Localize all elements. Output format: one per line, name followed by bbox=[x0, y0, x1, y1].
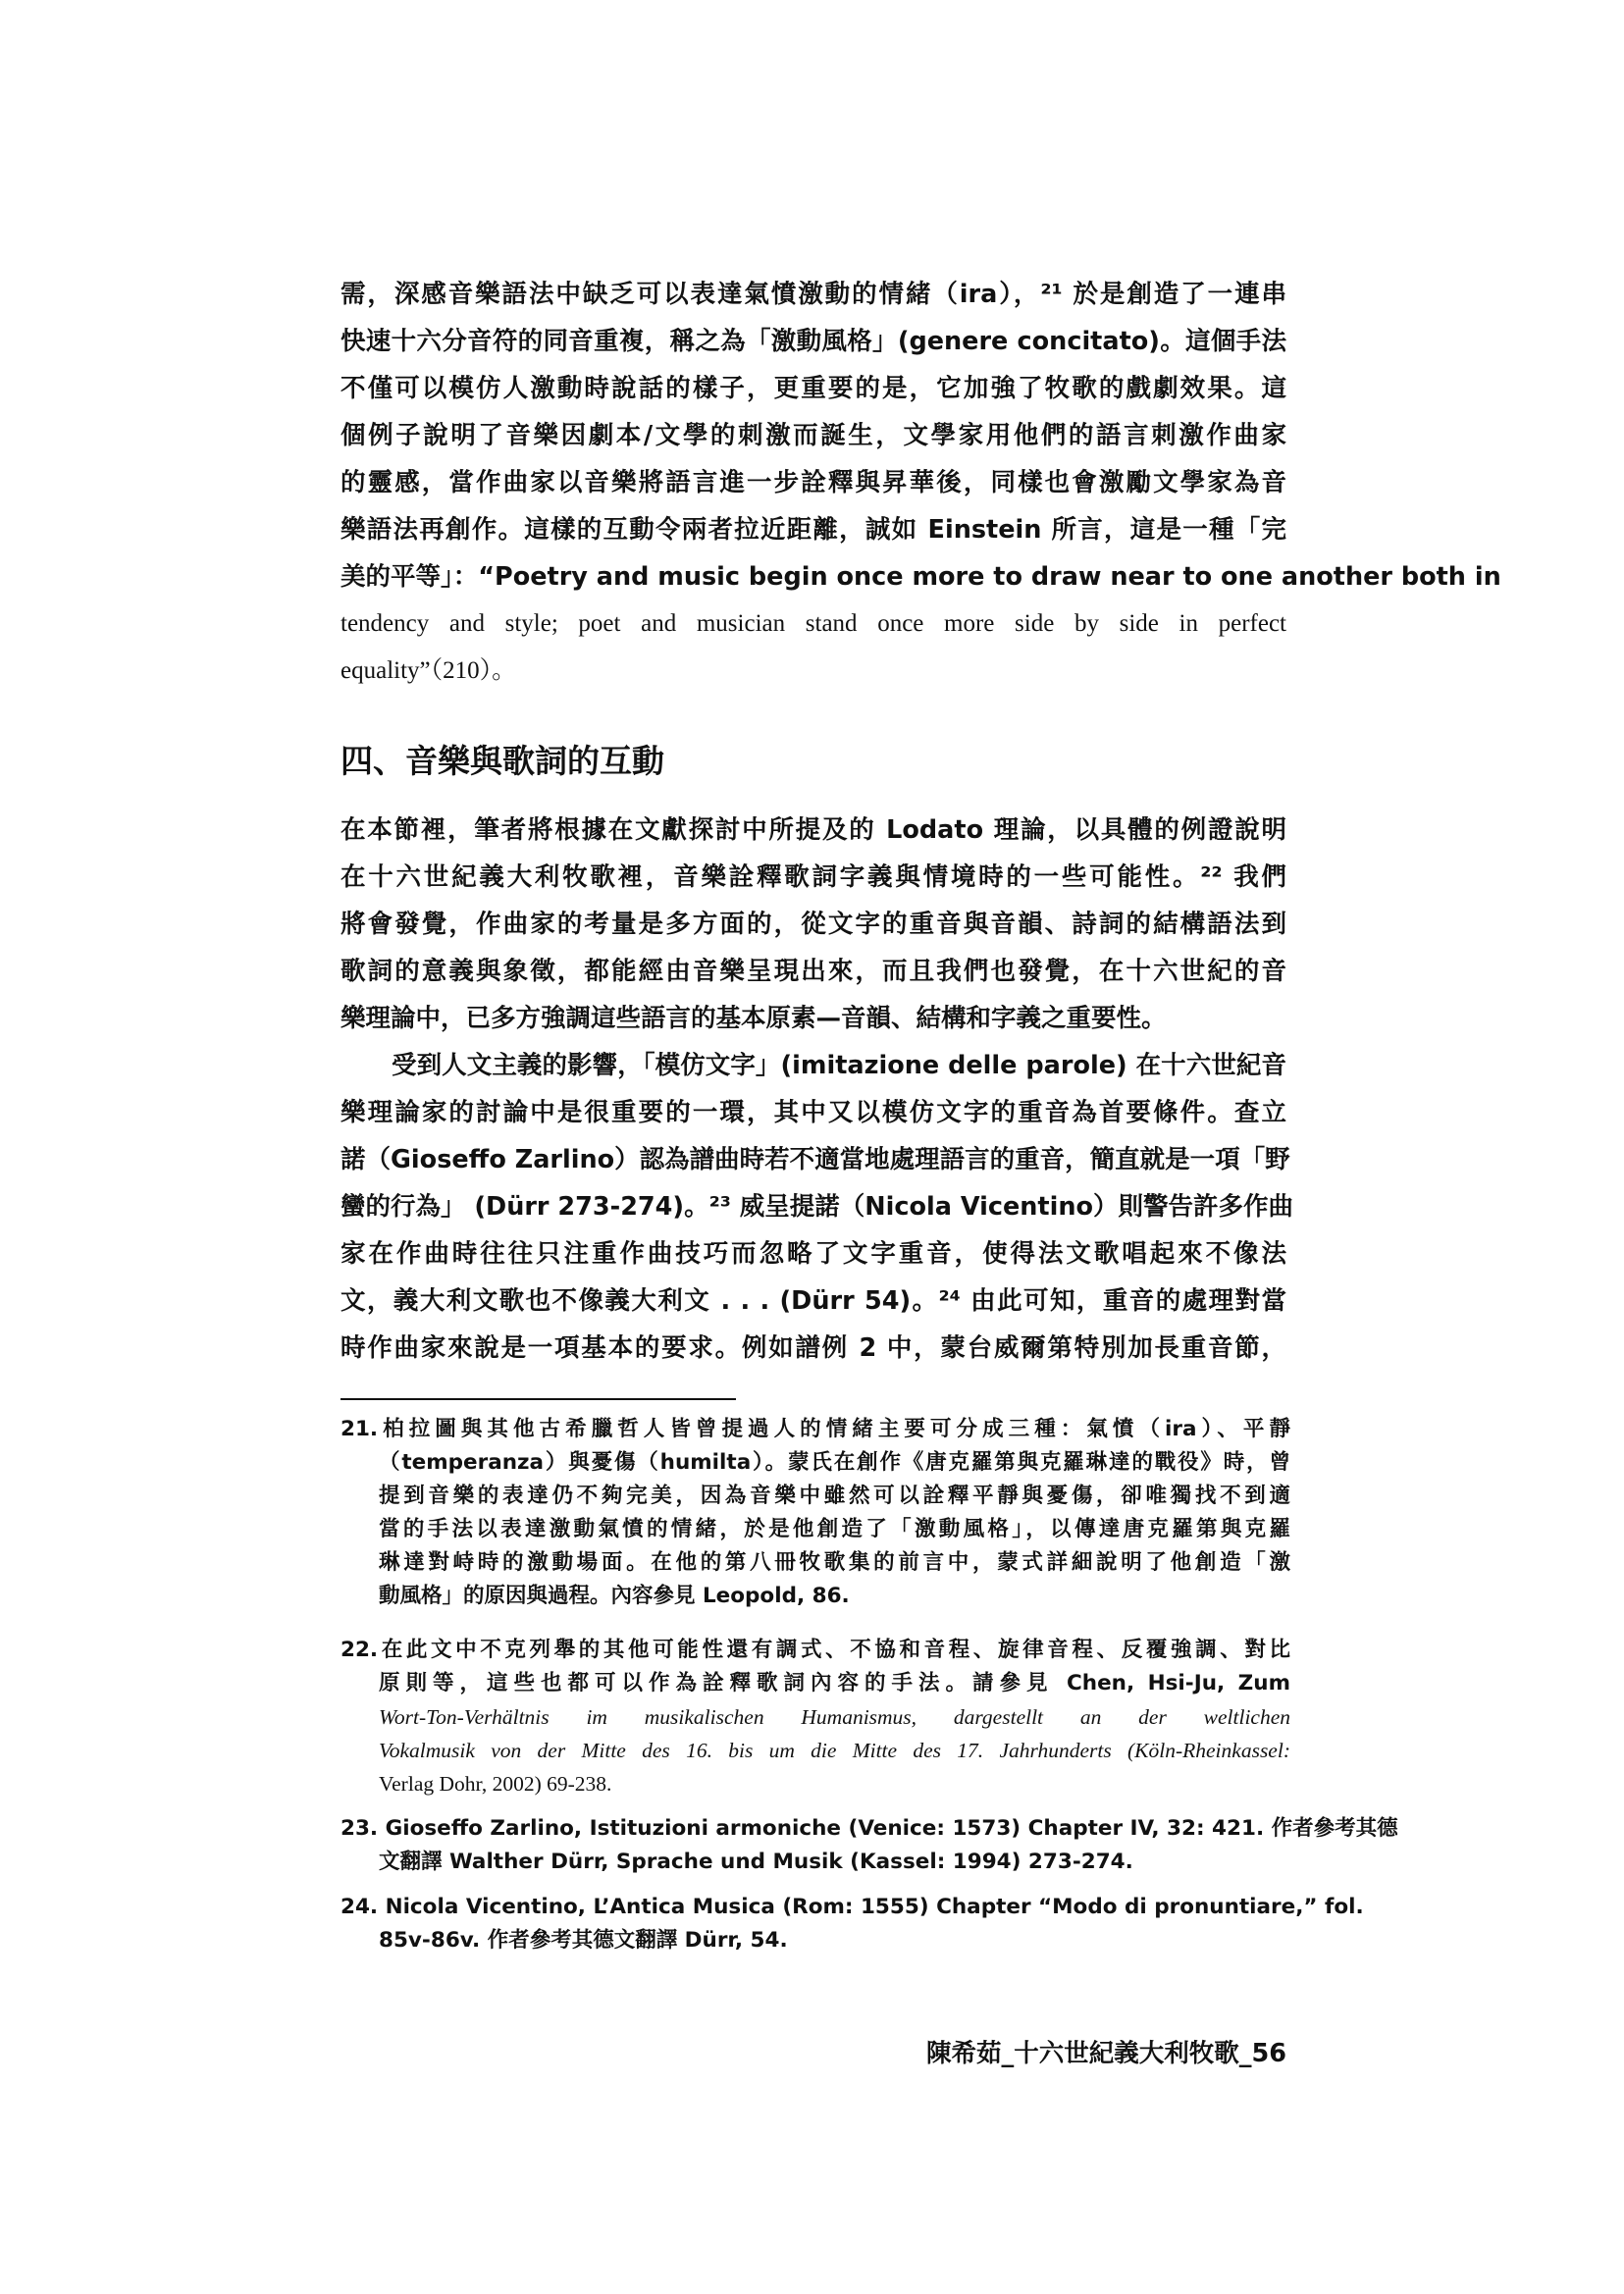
section-heading: 四、音樂與歌詞的互動 bbox=[341, 742, 664, 780]
footnote-23 bbox=[341, 1812, 1398, 1879]
text-line: 文，義大利文歌也不像義大利文 . . . (Dürr 54)。²⁴ 由此可知，重音的處理對當 bbox=[341, 1286, 1286, 1316]
text-line: 樂理論中，已多方強調這些語言的基本原素—音韻、結構和字義之重要性。 bbox=[341, 1004, 1167, 1033]
text-line: 將會發覺，作曲家的考量是多方面的，從文字的重音與音韻、詩詞的結構語法到 bbox=[341, 910, 1286, 939]
text-line: equality”（210）。 bbox=[341, 657, 517, 684]
paragraph-continuation bbox=[341, 271, 1501, 695]
text-line: 蠻的行為」 (Dürr 273-274)。²³ 威呈提諾（Nicola Vicentino）則警告許多作曲 bbox=[341, 1192, 1294, 1222]
footnote-line: 動風格」的原因與過程。內容參見 Leopold, 86. bbox=[379, 1584, 850, 1608]
footnote-21 bbox=[341, 1413, 1290, 1613]
text-line: 樂理論家的討論中是很重要的一環，其中又以模仿文字的重音為首要條件。查立 bbox=[341, 1098, 1286, 1127]
text-line: 諾（Gioseffo Zarlino）認為譜曲時若不適當地處理語言的重音，簡直就是一項「野 bbox=[341, 1145, 1290, 1174]
text-line: 美的平等」：“Poetry and music begin once more to draw near to one another both in bbox=[341, 562, 1501, 592]
text-line: 時作曲家來說是一項基本的要求。例如譜例 2 中，蒙台威爾第特別加長重音節， bbox=[341, 1333, 1286, 1363]
text-line: 需，深感音樂語法中缺乏可以表達氣憤激動的情緒（ira），²¹ 於是創造了一連串 bbox=[341, 280, 1286, 309]
text-line: 的靈感，當作曲家以音樂將語言進一步詮釋與昇華後，同樣也會激勵文學家為音 bbox=[341, 468, 1286, 497]
footnote-line: 21.柏拉圖與其他古希臘哲人皆曾提過人的情緒主要可分成三種：氣憤（ira）、平靜 bbox=[341, 1417, 1290, 1441]
footnote-line: 當的手法以表達激動氣憤的情緒，於是他創造了「激動風格」，以傳達唐克羅第與克羅 bbox=[379, 1517, 1290, 1541]
text-line: 不僅可以模仿人激動時說話的樣子，更重要的是，它加強了牧歌的戲劇效果。這 bbox=[341, 374, 1286, 403]
footnote-22 bbox=[341, 1634, 1290, 1800]
footnote-line: 22.在此文中不克列舉的其他可能性還有調式、不協和音程、旋律音程、反覆強調、對比 bbox=[341, 1638, 1290, 1662]
footnote-line: Wort-Ton-Verhältnis im musikalischen Humanismus, dargestellt an der weltlichen bbox=[379, 1705, 1290, 1729]
footnote-line: 文翻譯 Walther Dürr, Sprache und Musik (Kassel: 1994) 273-274. bbox=[379, 1850, 1133, 1874]
paragraph-intro bbox=[341, 807, 1286, 1042]
footnote-separator bbox=[341, 1398, 736, 1400]
footnote-line: 原則等，這些也都可以作為詮釋歌詞內容的手法。請參見 Chen, Hsi-Ju, Zum bbox=[379, 1671, 1290, 1695]
text-line: 在十六世紀義大利牧歌裡，音樂詮釋歌詞字義與情境時的一些可能性。²² 我們 bbox=[341, 862, 1286, 892]
text-line: 在本節裡，筆者將根據在文獻探討中所提及的 Lodato 理論，以具體的例證說明 bbox=[341, 815, 1286, 845]
text-line: 個例子說明了音樂因劇本/文學的刺激而誕生，文學家用他們的語言刺激作曲家 bbox=[341, 421, 1286, 450]
page-footer: 陳希茹_十六世紀義大利牧歌_56 bbox=[926, 2039, 1286, 2068]
text-line: 家在作曲時往往只注重作曲技巧而忽略了文字重音，使得法文歌唱起來不像法 bbox=[341, 1239, 1286, 1269]
footnote-line: 提到音樂的表達仍不夠完美，因為音樂中雖然可以詮釋平靜與憂傷，卻唯獨找不到適 bbox=[379, 1484, 1290, 1508]
footnote-line: Verlag Dohr, 2002) 69-238. bbox=[379, 1772, 612, 1796]
paragraph-imitation bbox=[341, 1042, 1294, 1372]
footnote-line: 琳達對峙時的激動場面。在他的第八冊牧歌集的前言中，蒙式詳細說明了他創造「激 bbox=[379, 1550, 1290, 1575]
text-line: 樂語法再創作。這樣的互動令兩者拉近距離，誠如 Einstein 所言，這是一種「完 bbox=[341, 515, 1286, 545]
footnote-line: 24. Nicola Vicentino, L’Antica Musica (Rom: 1555) Chapter “Modo di pronuntiare,” fol. bbox=[341, 1895, 1364, 1919]
footnote-24 bbox=[341, 1891, 1364, 1957]
footnote-line: 85v-86v. 作者參考其德文翻譯 Dürr, 54. bbox=[379, 1928, 788, 1953]
footnote-line: （temperanza）與憂傷（humilta）。蒙氏在創作《唐克羅第與克羅琳達的戰役》時，曾 bbox=[379, 1450, 1290, 1475]
text-line: tendency and style; poet and musician stand once more side by side in perfect bbox=[341, 610, 1286, 637]
footnote-line: 23. Gioseffo Zarlino, Istituzioni armoniche (Venice: 1573) Chapter IV, 32: 421. 作者參考其德 bbox=[341, 1816, 1398, 1841]
footnote-line: Vokalmusik von der Mitte des 16. bis um die Mitte des 17. Jahrhunderts (Köln-Rheinkassel: bbox=[379, 1739, 1290, 1762]
text-line: 歌詞的意義與象徵，都能經由音樂呈現出來，而且我們也發覺，在十六世紀的音 bbox=[341, 957, 1286, 986]
text-line: 受到人文主義的影響，「模仿文字」(imitazione delle parole) 在十六世紀音 bbox=[392, 1051, 1286, 1080]
text-line: 快速十六分音符的同音重複，稱之為「激動風格」(genere concitato)。這個手法 bbox=[341, 327, 1286, 356]
